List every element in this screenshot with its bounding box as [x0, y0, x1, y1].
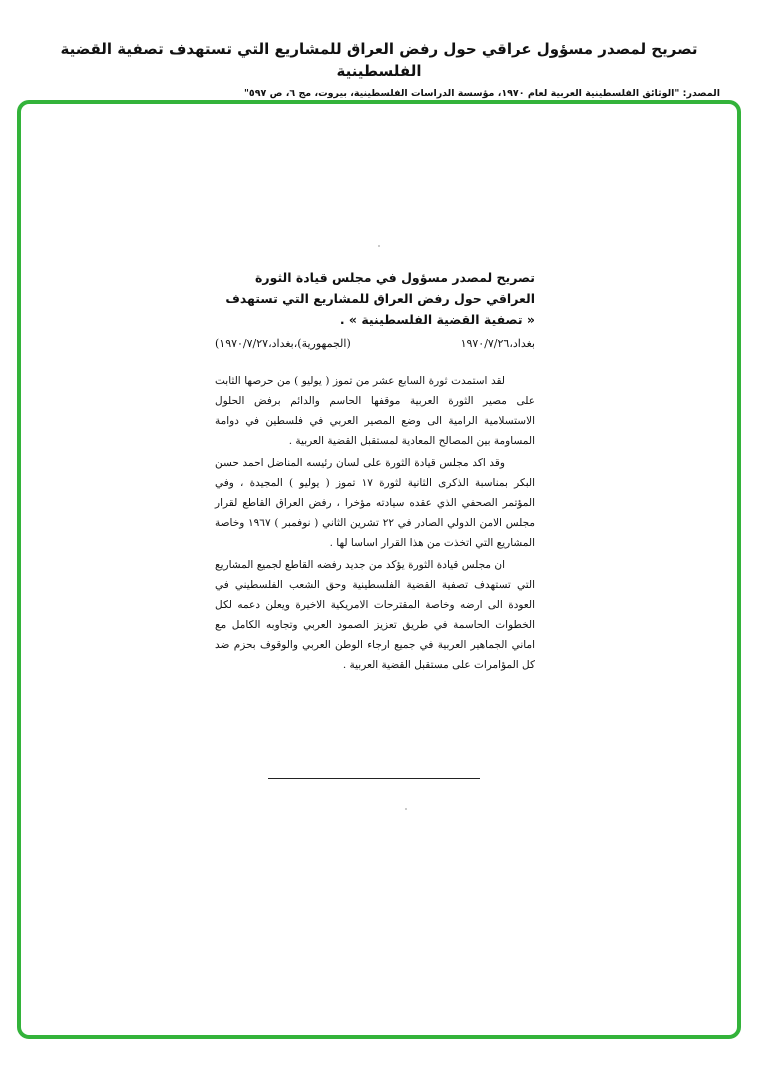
scan-speck — [378, 245, 380, 247]
footnote-rule — [268, 778, 480, 779]
document-body — [215, 371, 535, 675]
page-header — [30, 30, 728, 111]
scan-speck — [405, 808, 407, 810]
paragraph-2: وقد اكد مجلس قيادة الثورة على لسان رئيسه المناضل احمد حسن البكر بمناسبة الذكرى الثانية لثورة ١٧ تموز ( يوليو ) المجيدة ، وفي المؤتمر الصحفي الذي عقده سيادته مؤخرا ، رفض العراق القاطع لقرار مجلس الامن الدولي الصادر في ٢٢ تشرين الثاني ( نوفمبر ) ١٩٦٧ وخاصة المشاريع التي اتخذت من هذا القرار اساسا لها . — [215, 457, 535, 549]
header-source: المصدر: "الوثائق الفلسطينية العربية لعام ١٩٧٠، مؤسسة الدراسات الفلسطينية، بيروت، مج ٦، ص ٥٩٧" — [243, 88, 720, 99]
dateline-right: بغداد،١٩٧٠/٧/٢٦ — [460, 337, 535, 350]
scanned-document — [215, 267, 535, 677]
dateline-left: (الجمهورية)،بغداد،١٩٧٠/٧/٢٧) — [215, 337, 351, 350]
paragraph-3: ان مجلس قيادة الثورة يؤكد من جديد رفضه القاطع لجميع المشاريع التي تستهدف تصفية القضية الفلسطينية وحق الشعب الفلسطيني في العودة الى ارضه وخاصة المقترحات الامريكية الاخيرة ويعلن دعمه لكل الخطوات الحاسمة في طريق تعزيز الصمود العربي وتجاوبه الكامل مع اماني الجماهير العربية في جميع ارجاء الوطن العربي والوقوف بحزم ضد كل المؤامرات على مستقبل القضية العربية . — [215, 559, 535, 671]
header-title: تصريح لمصدر مسؤول عراقي حول رفض العراق للمشاريع التي تستهدف تصفية القضية الفلسطينية — [60, 40, 698, 80]
document-title: تصريح لمصدر مسؤول في مجلس قيادة الثورة العراقي حول رفض العراق للمشاريع التي تستهدف « تصفية القضية الفلسطينية » . — [225, 270, 535, 327]
paragraph-1: لقد استمدت ثورة السابع عشر من تموز ( يوليو ) من حرصها الثابت على مصير الثورة العربية موقفها الحاسم والدائم برفض الحلول الاستسلامية الرامية الى وضع المصير العربي في فلسطين في دوامة المساومة بين المصالح المعادية لمستقبل القضية العربية . — [215, 375, 535, 447]
dateline — [215, 335, 535, 353]
